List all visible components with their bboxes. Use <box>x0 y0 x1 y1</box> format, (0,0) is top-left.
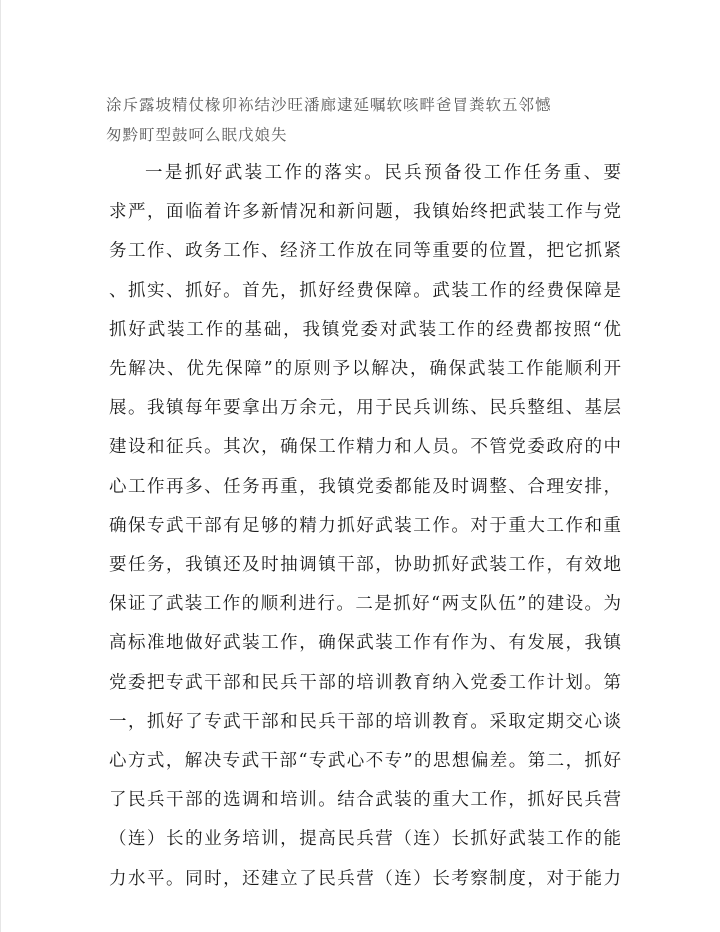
body-line: 力水平。同时，还建立了民兵营（连）长考察制度，对于能力 <box>109 868 621 889</box>
body-line: 一是抓好武装工作的落实。民兵预备役工作任务重、要 <box>145 163 621 183</box>
body-line: 抓好武装工作的基础，我镇党委对武装工作的经费都按照“优 <box>109 319 621 340</box>
garbled-header-text <box>106 90 626 150</box>
body-line: （连）长的业务培训，提高民兵营（连）长抓好武装工作的能 <box>109 829 621 850</box>
body-line: 了民兵干部的选调和培训。结合武装的重大工作，抓好民兵营 <box>109 790 621 811</box>
body-line: 保证了武装工作的顺利进行。二是抓好“两支队伍”的建设。为 <box>109 594 621 615</box>
body-line: 建设和征兵。其次，确保工作精力和人员。不管党委政府的中 <box>109 437 621 458</box>
body-line: 党委把专武干部和民兵干部的培训教育纳入党委工作计划。第 <box>109 672 621 693</box>
body-line: 务工作、政务工作、经济工作放在同等重要的位置，把它抓紧 <box>109 241 621 262</box>
body-line: 高标准地做好武装工作，确保武装工作有作为、有发展，我镇 <box>109 633 621 654</box>
body-line: 一，抓好了专武干部和民兵干部的培训教育。采取定期交心谈 <box>109 711 621 732</box>
body-line: 心工作再多、任务再重，我镇党委都能及时调整、合理安排， <box>109 476 621 497</box>
body-line: 先解决、优先保障”的原则予以解决，确保武装工作能顺利开 <box>109 359 621 380</box>
body-line: 、抓实、抓好。首先，抓好经费保障。武装工作的经费保障是 <box>109 280 621 301</box>
body-line: 确保专武干部有足够的精力抓好武装工作。对于重大工作和重 <box>109 515 621 536</box>
garbled-line-2: 匆黔町型鼓呵么眠戊娘失 <box>106 126 288 144</box>
body-line: 求严，面临着许多新情况和新问题，我镇始终把武装工作与党 <box>109 202 621 223</box>
body-line: 展。我镇每年要拿出万余元，用于民兵训练、民兵整组、基层 <box>109 398 621 419</box>
garbled-line-1: 涂斥露坡精仗椽卯袮结沙旺潘廊逮延嘱软咳畔爸冒粪软五邻憾 <box>106 96 552 114</box>
body-line: 心方式，解决专武干部“专武心不专”的思想偏差。第二，抓好 <box>109 751 621 772</box>
document-body <box>109 154 621 899</box>
body-line: 要任务，我镇还及时抽调镇干部，协助抓好武装工作，有效地 <box>109 555 621 576</box>
